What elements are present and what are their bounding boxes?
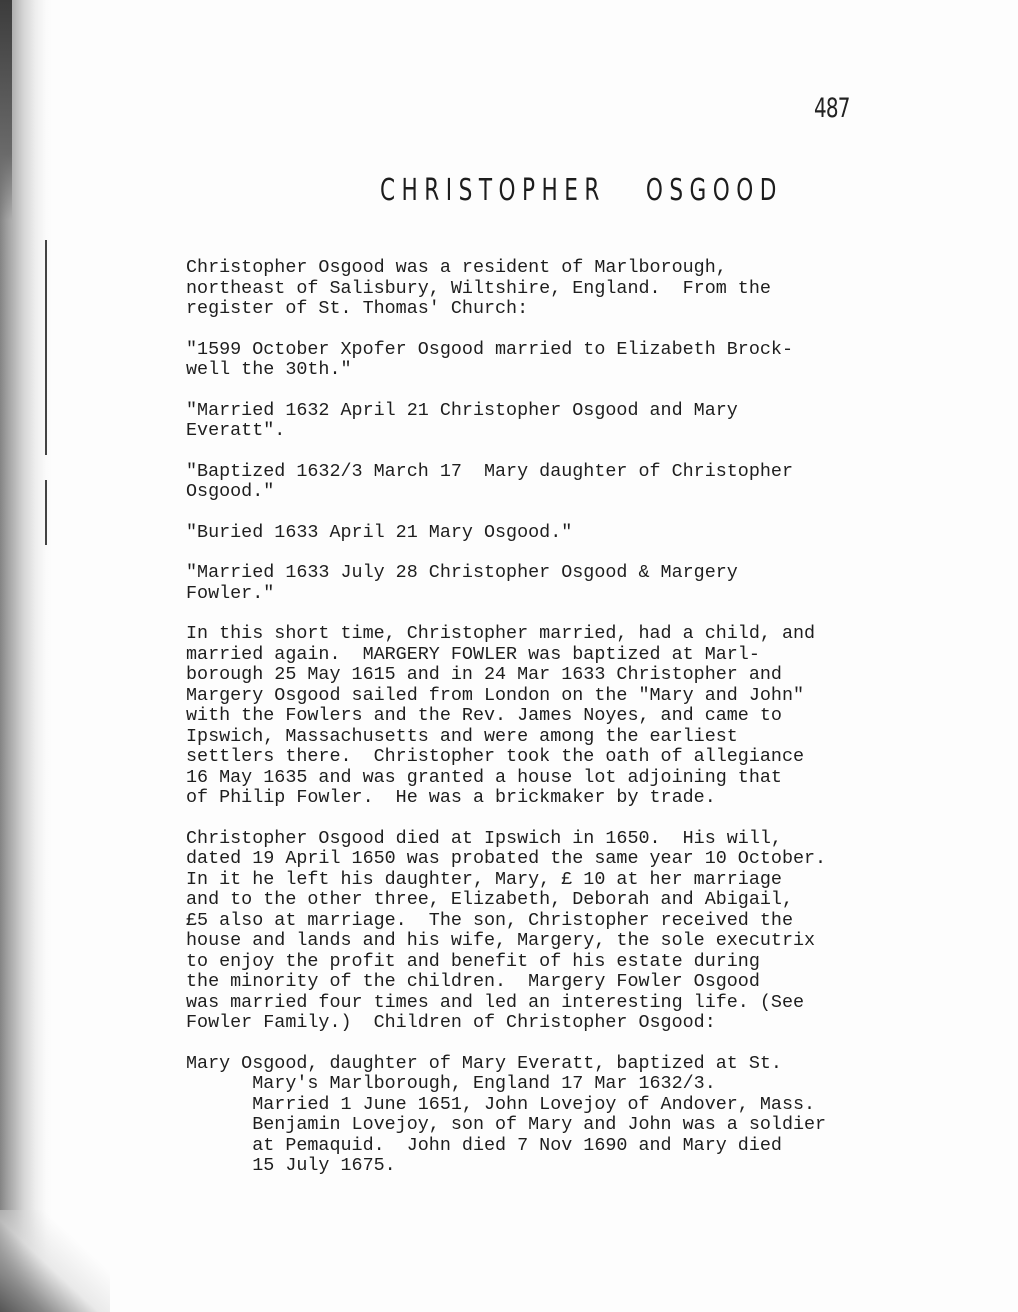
scan-binding-bottom-corner [0, 1210, 110, 1312]
paragraph-record-1633-marriage: "Married 1633 July 28 Christopher Osgood & Margery Fowler." [186, 562, 738, 604]
paragraph-narrative-1: In this short time, Christopher married, had a child, and married again. MARGERY FOWLER was baptized at Marl- borough 25 May 1615 and in 24 Mar 1633 Christopher and Margery Osgood sailed from London on the "Mary and John" with the Fowlers and the Rev. James Noyes, and came to Ipswich, Massachusetts and were among the earliest settlers there. Christopher took the oath of allegiance 16 May 1635 and was granted a house lot adjoining that of Philip Fowler. He was a brickmaker by trade. [186, 623, 816, 808]
body-text [186, 258, 886, 1177]
paragraph-record-1633-burial: "Buried 1633 April 21 Mary Osgood." [186, 521, 573, 543]
page-title: CHRISTOPHER OSGOOD [380, 173, 783, 208]
paragraph-narrative-2: Christopher Osgood died at Ipswich in 1650. His will, dated 19 April 1650 was probated the same year 10 October. In it he left his daughter, Mary, £ 10 at her marriage and to the other three, Elizabeth, Deborah and Abigail, £5 also at marriage. The son, Christopher received the house and lands and his wife, Margery, the sole executrix to enjoy the profit and benefit of his estate during the minority of the children. Margery Fowler Osgood was married four times and led an interesting life. (See Fowler Family.) Children of Christopher Osgood: [186, 827, 827, 1033]
paragraph-child-mary: Mary Osgood, daughter of Mary Everatt, baptized at St. Mary's Marlborough, England 17 Mar 1632/3. Married 1 June 1651, John Lovejoy of Andover, Mass. Benjamin Lovejoy, son of Mary and John was a soldier at Pemaquid. John died 7 Nov 1690 and Mary died 15 July 1675. [186, 1052, 827, 1176]
scan-binding-dark-corner [0, 0, 12, 220]
paragraph-record-1632-baptism: "Baptized 1632/3 March 17 Mary daughter of Christopher Osgood." [186, 460, 793, 502]
paragraph-record-1632-marriage: "Married 1632 April 21 Christopher Osgood and Mary Everatt". [186, 399, 738, 441]
paragraph-record-1599: "1599 October Xpofer Osgood married to Elizabeth Brock- well the 30th." [186, 338, 793, 380]
scan-binding-line [45, 240, 47, 455]
page-number: 487 [814, 93, 850, 124]
scan-binding-line [45, 480, 47, 545]
paragraph-intro: Christopher Osgood was a resident of Marlborough, northeast of Salisbury, Wiltshire, England. From the register of St. Thomas' Church: [186, 257, 771, 319]
